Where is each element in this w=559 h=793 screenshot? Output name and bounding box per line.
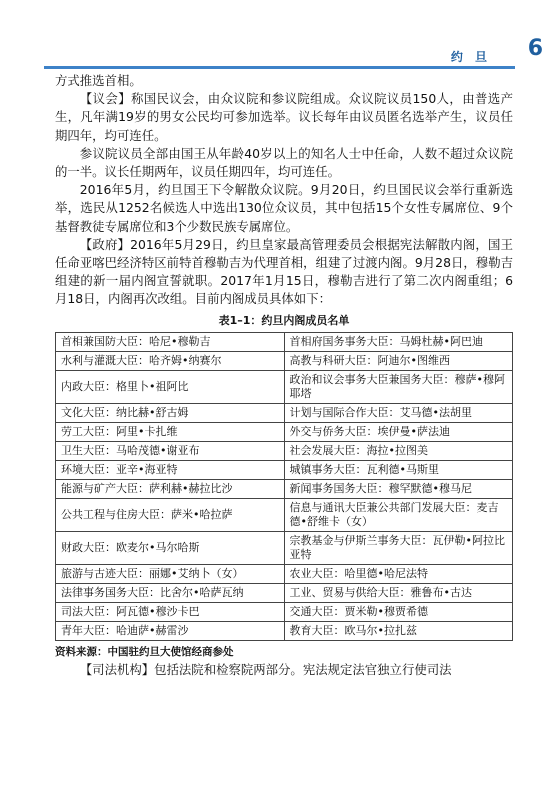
table-cell: 首相兼国防大臣：哈尼•穆勒吉 [56,332,285,351]
table-cell: 信息与通讯大臣兼公共部门发展大臣：麦吉德•舒维卡（女） [284,498,513,531]
table-row [56,403,513,422]
table-cell: 工业、贸易与供给大臣：雅鲁布•古达 [284,583,513,602]
table-row [56,479,513,498]
paragraph-parliament: 【议会】称国民议会，由众议院和参议院组成。众议院议员150人，由普选产生，凡年满19岁的男女公民均可参加选举。议长每年由议员匿名选举产生，议员任期四年，均可连任。 [55,91,513,143]
table-cell: 宗教基金与伊斯兰事务大臣：瓦伊勒•阿拉比亚特 [284,531,513,564]
table-cell: 青年大臣：哈迪萨•赫雷沙 [56,621,285,640]
header-rule [44,66,515,69]
table-cell: 高教与科研大臣：阿迪尔•图维西 [284,351,513,370]
table-row [56,498,513,531]
table-cell: 文化大臣：纳比赫•舒古姆 [56,403,285,422]
paragraph-government: 【政府】2016年5月29日，约旦皇家最高管理委员会根据宪法解散内阁，国王任命亚喀巴经济特区前特首穆勒吉为代理首相，组建了过渡内阁。9月28日，穆勒吉组建的新一届内阁宣誓就职。2017年1月15日，穆勒吉进行了第二次内阁重组；6月18日，内阁再次改组。目前内阁成员具体如下： [55,236,513,307]
table-cell: 能源与矿产大臣：萨利赫•赫拉比沙 [56,479,285,498]
table-cell: 计划与国际合作大臣：艾马德•法胡里 [284,403,513,422]
paragraph: 方式推选首相。 [55,73,142,88]
cabinet-table [55,332,513,641]
table-cell: 交通大臣：贾米勒•穆贾希德 [284,602,513,621]
page-number: 6 [527,36,543,61]
table-row [56,370,513,403]
table-row [56,621,513,640]
table-cell: 司法大臣：阿瓦德•穆沙卡巴 [56,602,285,621]
table-cell: 劳工大臣：阿里•卡扎维 [56,422,285,441]
table-row [56,422,513,441]
table-cell: 政治和议会事务大臣兼国务大臣：穆萨•穆阿耶塔 [284,370,513,403]
table-cell: 外交与侨务大臣：埃伊曼•萨法迪 [284,422,513,441]
paragraph-senate: 参议院议员全部由国王从年龄40岁以上的知名人士中任命，人数不超过众议院的一半。议长任期两年，议员任期四年，均可连任。 [55,145,513,180]
table-row [56,531,513,564]
table-cell: 水利与灌溉大臣：哈齐姆•纳赛尔 [56,351,285,370]
table-cell: 城镇事务大臣：瓦利德•马斯里 [284,460,513,479]
table-cell: 社会发展大臣：海拉•拉图美 [284,441,513,460]
table-row [56,602,513,621]
page-body [55,72,513,679]
table-cell: 内政大臣：格里卜•祖阿比 [56,370,285,403]
table-row [56,441,513,460]
paragraph-election: 2016年5月，约旦国王下令解散众议院。9月20日，约旦国民议会举行重新选举，选民从1252名候选人中选出130位众议员，其中包括15个女性专属席位、9个基督教徒专属席位和3个少数民族专属席位。 [55,182,513,234]
table-row [56,583,513,602]
table-row [56,564,513,583]
table-cell: 公共工程与住房大臣：萨米•哈拉萨 [56,498,285,531]
table-cell: 环境大臣：亚辛•海亚特 [56,460,285,479]
table-row [56,351,513,370]
running-header-title: 约 旦 [450,50,491,64]
table-cell: 首相府国务事务大臣：马姆杜赫•阿巴迪 [284,332,513,351]
paragraph-judiciary: 【司法机构】包括法院和检察院两部分。宪法规定法官独立行使司法 [79,662,452,678]
table-caption: 表1–1：约旦内阁成员名单 [218,313,350,327]
table-row [56,332,513,351]
table-cell: 卫生大臣：马哈茂德•谢亚布 [56,441,285,460]
table-cell: 教育大臣：欧马尔•拉扎兹 [284,621,513,640]
table-cell: 旅游与古迹大臣：丽娜•艾纳卜（女） [56,564,285,583]
table-cell: 法律事务国务大臣：比舍尔•哈萨瓦纳 [56,583,285,602]
table-cell: 财政大臣：欧麦尔•马尔哈斯 [56,531,285,564]
table-source: 资料来源：中国驻约旦大使馆经商参处 [55,645,234,658]
table-cell: 农业大臣：哈里德•哈尼法特 [284,564,513,583]
table-row [56,460,513,479]
table-cell: 新闻事务国务大臣：穆罕默德•穆马尼 [284,479,513,498]
